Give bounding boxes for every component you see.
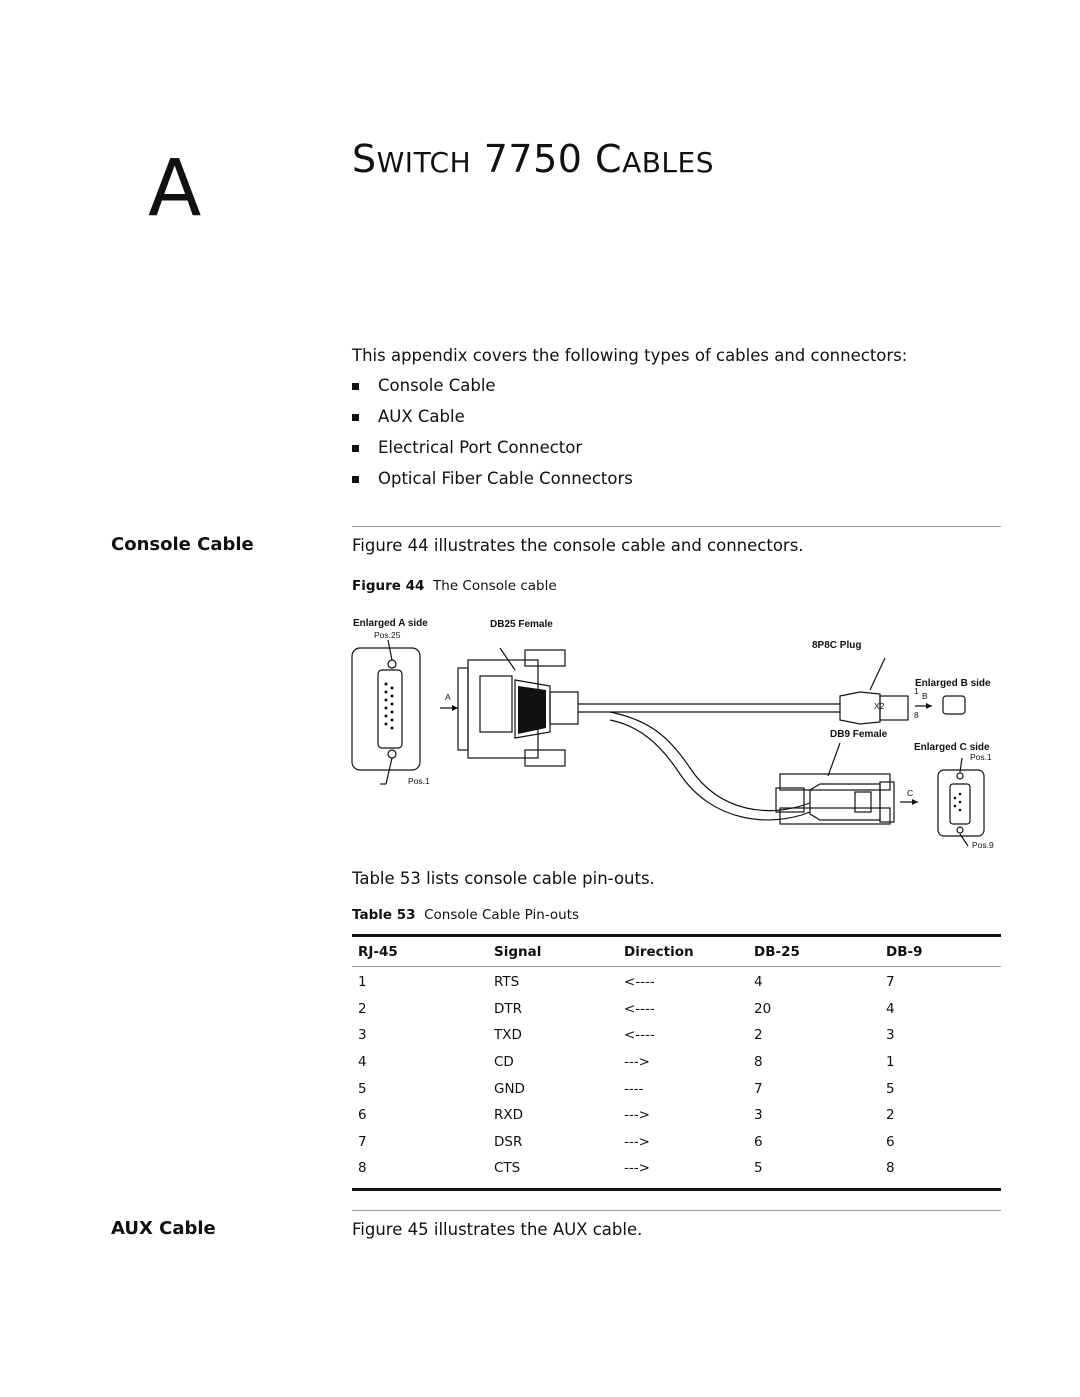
table-cell: 7 [358, 1133, 367, 1150]
table-cell: ---> [624, 1107, 650, 1124]
table-cell: 1 [886, 1054, 895, 1071]
table-cell: RXD [494, 1107, 524, 1124]
list-item [352, 407, 633, 438]
label-pos25: Pos.25 [374, 630, 401, 640]
figure-caption-text: The Console cable [433, 578, 557, 594]
table-cell: 4 [358, 1054, 367, 1071]
table-row [352, 1049, 1001, 1076]
label-b: B [922, 691, 928, 701]
list-item [352, 438, 633, 469]
label-enlarged-a: Enlarged A side [353, 618, 428, 629]
figure-caption-label: Figure 44 [352, 578, 425, 594]
screw-icon [388, 750, 396, 758]
figure-caption [352, 578, 557, 594]
table-cell: 4 [886, 1000, 895, 1017]
cable-branch [610, 720, 810, 820]
enlarged-c-shell [938, 770, 984, 836]
table-cell: 4 [754, 974, 763, 991]
db9-flange [880, 782, 894, 822]
db25-hatch [518, 686, 546, 734]
console-intro-text: Figure 44 illustrates the console cable and connectors. [352, 536, 804, 555]
section-heading-aux: AUX Cable [111, 1218, 216, 1239]
chapter-letter: A [148, 144, 202, 234]
enlarged-c-pin-block [950, 784, 970, 824]
bullet-square-icon [352, 414, 359, 421]
table-cell: 5 [754, 1160, 763, 1177]
chapter-title-part: ABLES [622, 146, 714, 179]
label-a: A [445, 692, 451, 702]
table-intro-text: Table 53 lists console cable pin-outs. [352, 869, 655, 888]
table-cell: DTR [494, 1000, 523, 1017]
table-cell: ---- [624, 1080, 644, 1097]
db25-window [480, 676, 512, 732]
list-item-label: Console Cable [378, 376, 496, 395]
table-header-row [352, 936, 1001, 967]
bullet-square-icon [352, 445, 359, 452]
arrow-b-icon [926, 703, 932, 709]
table-cell: GND [494, 1080, 525, 1097]
table-cell: 5 [358, 1080, 367, 1097]
chapter-title-part: C [595, 137, 623, 181]
label-x2: X2 [874, 701, 885, 711]
table-row [352, 1129, 1001, 1156]
label-pin-1: 1 [914, 686, 919, 696]
list-item-label: Optical Fiber Cable Connectors [378, 469, 633, 488]
table-row [352, 1022, 1001, 1049]
chapter-title-part: WITCH [376, 146, 472, 179]
table-cell: 2 [754, 1027, 763, 1044]
db9-window [855, 792, 871, 812]
table-cell: 3 [358, 1027, 367, 1044]
screw-icon [957, 827, 963, 833]
intro-text: This appendix covers the following types of cables and connectors: [352, 346, 908, 365]
table-cell: 2 [358, 1000, 367, 1017]
column-header: DB-25 [754, 943, 800, 960]
table-cell: <---- [624, 1027, 655, 1044]
table-caption-text: Console Cable Pin-outs [424, 907, 580, 923]
label-pos1: Pos.1 [408, 776, 430, 786]
table-row [352, 996, 1001, 1023]
bullet-square-icon [352, 383, 359, 390]
db25-boot [550, 692, 578, 724]
label-enlarged-c: Enlarged C side [914, 742, 990, 753]
table-caption [352, 907, 579, 923]
table-cell: ---> [624, 1054, 650, 1071]
bullet-square-icon [352, 476, 359, 483]
list-item [352, 376, 633, 407]
table-cell: 6 [886, 1133, 895, 1150]
column-header: Signal [494, 943, 542, 960]
column-header: DB-9 [886, 943, 923, 960]
label-pin-8: 8 [914, 710, 919, 720]
table-cell: 7 [754, 1080, 763, 1097]
screw-icon [388, 660, 396, 668]
table-cell: RTS [494, 974, 520, 991]
chapter-title-part: 7750 [471, 137, 596, 181]
list-item-label: AUX Cable [378, 407, 465, 426]
table-cell: TXD [494, 1027, 522, 1044]
table-cell: CD [494, 1054, 514, 1071]
table-cell: 3 [886, 1027, 895, 1044]
table-row [352, 1155, 1001, 1189]
table-cell: 8 [754, 1054, 763, 1071]
table-cell: 2 [886, 1107, 895, 1124]
table-cell: <---- [624, 974, 655, 991]
table-caption-label: Table 53 [352, 907, 416, 923]
table-cell: 1 [358, 974, 367, 991]
enlarged-a-pin-block [378, 670, 402, 748]
table-cell: DSR [494, 1133, 523, 1150]
table-cell: ---> [624, 1160, 650, 1177]
table-cell: 7 [886, 974, 895, 991]
label-db25: DB25 Female [490, 619, 553, 630]
table-cell: 8 [886, 1160, 895, 1177]
label-db9: DB9 Female [830, 729, 888, 740]
arrow-c-icon [912, 799, 918, 805]
column-header: RJ-45 [358, 943, 398, 960]
chapter-title [352, 137, 714, 181]
section-heading-console: Console Cable [111, 534, 254, 555]
label-c: C [907, 788, 914, 798]
list-item-label: Electrical Port Connector [378, 438, 583, 457]
aux-intro-text: Figure 45 illustrates the AUX cable. [352, 1220, 643, 1239]
enlarged-b-icon [943, 696, 965, 714]
table-cell: CTS [494, 1160, 521, 1177]
label-pos9: Pos.9 [972, 840, 994, 850]
table-cell: 6 [754, 1133, 763, 1150]
table-cell: 3 [754, 1107, 763, 1124]
arrow-a-icon [452, 705, 458, 711]
label-pos1-c: Pos.1 [970, 752, 992, 762]
table-cell: 20 [754, 1000, 772, 1017]
chapter-title-part: S [352, 137, 377, 181]
section-divider [352, 526, 1001, 527]
label-enlarged-b: Enlarged B side [915, 678, 991, 689]
console-cable-figure [340, 608, 1040, 858]
table-row [352, 967, 1001, 996]
table-cell: 8 [358, 1160, 367, 1177]
column-header: Direction [624, 943, 694, 960]
table-cell: 5 [886, 1080, 895, 1097]
pinout-table [352, 934, 1001, 1191]
table-row [352, 1075, 1001, 1102]
screw-icon [957, 773, 963, 779]
table-row [352, 1102, 1001, 1129]
db25-grip-top [525, 650, 565, 666]
table-cell: 6 [358, 1107, 367, 1124]
table-cell: ---> [624, 1133, 650, 1150]
label-8p8c-plug: 8P8C Plug [812, 640, 862, 651]
cable-branch [610, 712, 810, 811]
db25-flange [458, 668, 468, 750]
list-item [352, 469, 633, 500]
intro-bullet-list [352, 376, 633, 500]
section-divider [352, 1210, 1001, 1211]
table-cell: <---- [624, 1000, 655, 1017]
